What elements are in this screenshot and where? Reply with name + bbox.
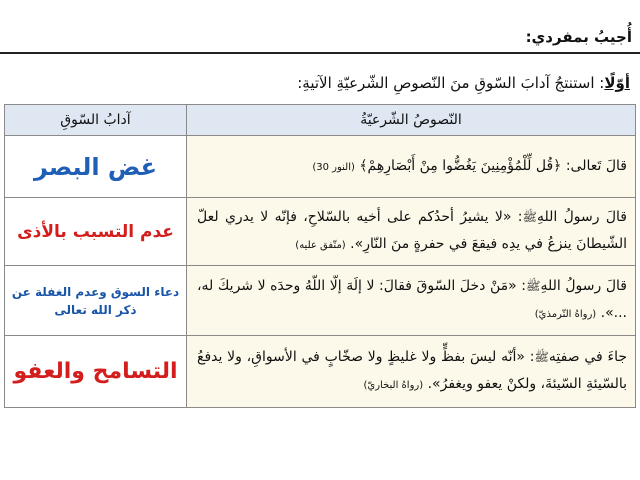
row-2-intro: قالَ رسولُ اللهِ xyxy=(537,209,627,225)
table-row xyxy=(5,198,636,266)
table-row xyxy=(5,336,636,408)
row-4-answer: التسامح والعفو xyxy=(5,336,187,408)
etiquette-table xyxy=(4,104,636,408)
header-etiquette: آدابُ السّوقِ xyxy=(5,105,187,136)
row-3-intro: قالَ رسولُ اللهِ xyxy=(540,278,627,294)
row-1-text-cell xyxy=(187,136,636,198)
row-3-text-cell xyxy=(187,266,636,336)
row-2-text-cell xyxy=(187,198,636,266)
row-2-ref: (متّفق عليه) xyxy=(295,240,346,251)
row-1-ref: (النور 30) xyxy=(312,161,355,173)
row-2-answer: عدم التسبب بالأذى xyxy=(5,198,187,266)
row-3-text: : «مَنْ دخلَ السّوقَ فقالَ: لا إلَهَ إلّا اللّهُ وحدَه لا شريكَ له، ...». xyxy=(197,278,627,321)
instruction-text: : استنتجُ آدابَ السّوقِ منَ النّصوصِ الشّرعيّةِ الآتيةِ: xyxy=(297,74,605,92)
row-1-quote: ﴿قُل لِّلْمُؤْمِنِينَ يَغُضُّوا مِنْ أَبْصَارِهِمْ﴾ xyxy=(359,157,562,174)
row-4-saw: ﷺ xyxy=(534,350,549,364)
row-1-answer: غض البصر xyxy=(5,136,187,198)
row-1-intro: قالَ تَعالى: xyxy=(565,157,627,174)
table-row xyxy=(5,136,636,198)
instruction xyxy=(10,72,630,94)
section-title: أُجيبُ بمفردي: xyxy=(525,28,632,46)
row-3-ref: (رواهُ التّرمذيّ) xyxy=(534,309,597,320)
row-3-answer: دعاء السوق وعدم الغفلة عن ذكر الله تعالى xyxy=(5,266,187,336)
table-header-row xyxy=(5,105,636,136)
row-2-saw: ﷺ xyxy=(522,210,537,224)
row-4-text: : «أنّه ليسَ بفظٍّ ولا غليظٍ ولا صخّابٍ في الأسواقِ، ولا يدفعُ بالسّيئةِ السّيئةَ، ولكنْ يعفو ويغفرُ». xyxy=(197,349,627,392)
instruction-number: أوّلًا xyxy=(604,74,630,92)
table-row xyxy=(5,266,636,336)
row-3-saw: ﷺ xyxy=(526,279,541,293)
row-4-intro: جاءَ في صفتِه xyxy=(548,349,627,365)
row-2-text: : «لا يشيرُ أحدُكم على أخيه بالسّلاحِ، فإنّه لا يدري لعلّ الشّيطانَ ينزعُ في يدِه فيقعَ في حفرةٍ منَ النّارِ». xyxy=(197,209,627,252)
row-4-ref: (رواهُ البخاريّ) xyxy=(363,380,424,391)
header-texts: النّصوصُ الشّرعيّةُ xyxy=(187,105,636,136)
row-4-text-cell xyxy=(187,336,636,408)
divider xyxy=(0,52,640,54)
